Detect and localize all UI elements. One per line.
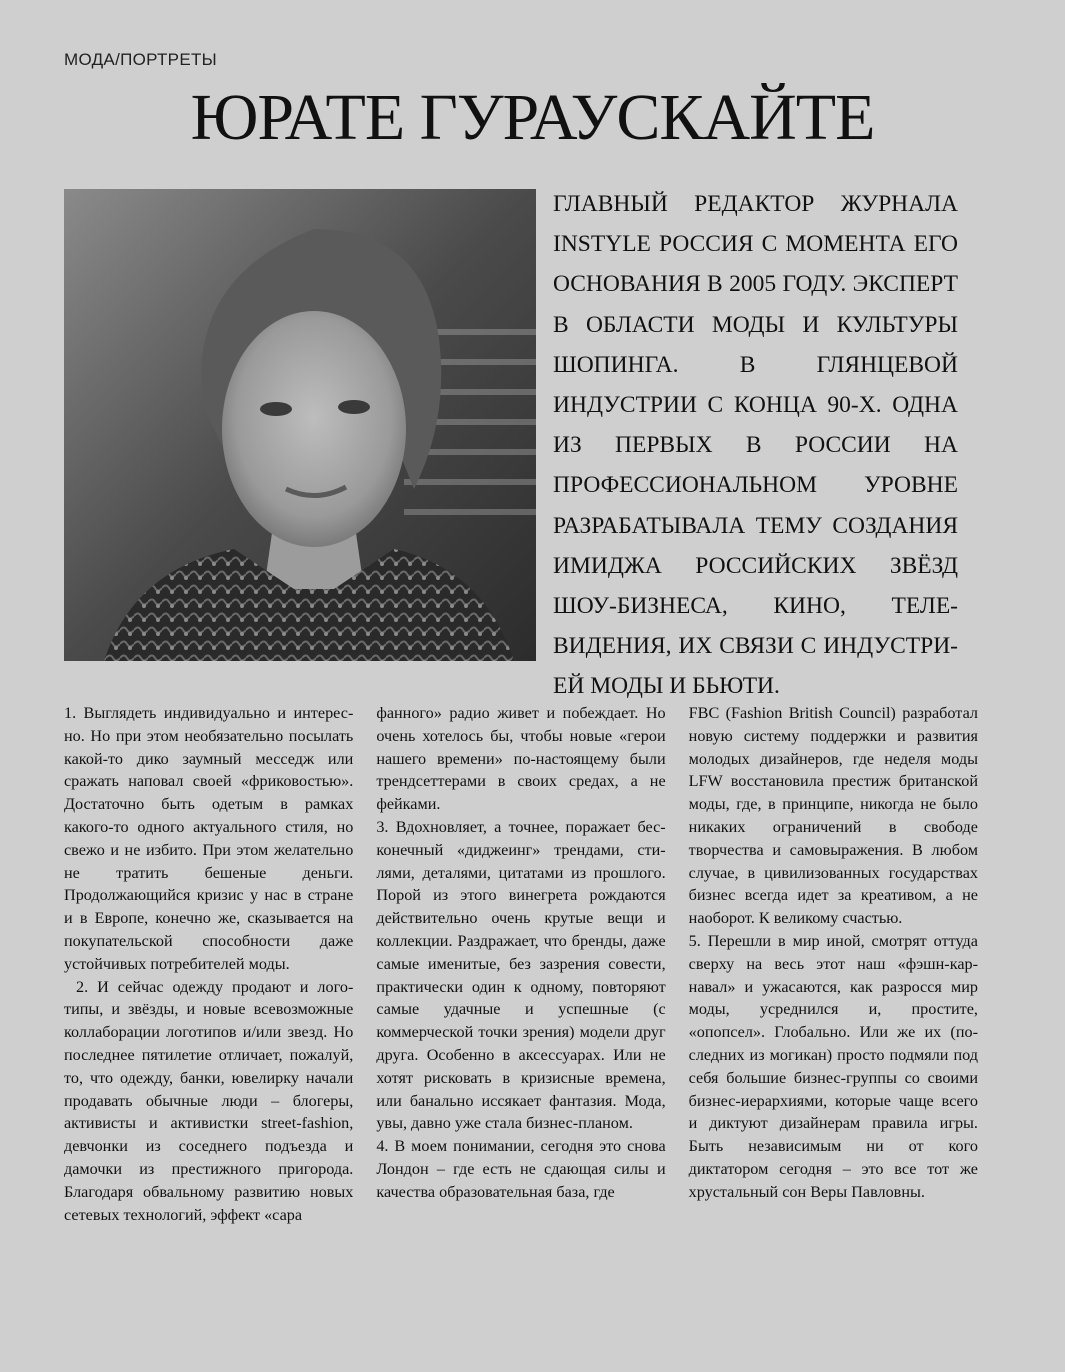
portrait-image [64,189,536,661]
paragraph-answer-1: 1. Выглядеть индивидуально и интересно. Но при этом необязательно посылать какой-то дико заумный месседж или сражать наповал своей «фриковостью». Достаточно быть одетым в рамках какого-то одного актуального стиля, но свежо и не избито. При этом желательно не тратить бешеные деньги. Продолжающийся кризис у нас в стране и в Европе, конечно же, сказывается на покупательской способности даже устойчивых потребителей моды. [64,704,354,973]
body-column-2 [376,702,665,1232]
paragraph-answer-4-cont: FBC (Fashion British Council) разработал новую систему поддержки и развития молодых дизайнеров, где неделя моды LFW восстановила престиж британской моды, где, в принципе, никогда не было никаких ограничений в свободе творчества и самовыражения. В любом случае, в цивилизованных государствах бизнес всегда идет за креативом, а не наоборот. К великому счастью. [688,704,978,928]
body-columns [64,702,978,1232]
section-label: МОДА/ПОРТРЕТЫ [64,50,217,69]
paragraph-answer-5: 5. Перешли в мир иной, смотрят оттуда сверху на весь этот наш «фэшн-карнавал» и ужасаются, как разросся мир моды, усреднился и, простите, «опопсел». Глобально. Или же их (последних из могикан) просто подмяли под себя большие бизнес-группы со своими бизнес-иерархиями, которые чаще всего и диктуют дизайнерам правила игры. Быть независимым ни от кого диктатором сегодня – это все тот же хрустальный сон Веры Павловны. [688,931,978,1201]
body-column-3 [689,702,978,1232]
paragraph-answer-4: 4. В моем понимании, сегодня это снова Лондон – где есть не сдающая силы и качества образовательная база, где [376,1137,666,1201]
body-column-1 [64,702,353,1232]
lead-paragraph: ГЛАВНЫЙ РЕДАКТОР ЖУРНАЛА INSTYLE РОССИЯ С МОМЕНТА ЕГО ОСНОВАНИЯ В 2005 ГОДУ. ЭКСПЕРТ В ОБЛАСТИ МОДЫ И КУЛЬТУРЫ ШОПИНГА. В ГЛЯНЦЕВОЙ ИНДУСТРИИ С КОНЦА 90-Х. ОДНА ИЗ ПЕРВЫХ В РОССИИ НА ПРОФЕССИОНАЛЬНОМ УРОВНЕ РАЗРАБАТЫВАЛА ТЕМУ СОЗДАНИЯ ИМИДЖА РОССИЙСКИХ ЗВЁЗД ШОУ-БИЗНЕСА, КИНО, ТЕЛЕВИДЕНИЯ, ИХ СВЯЗИ С ИНДУСТРИЕЙ МОДЫ И БЬЮТИ. [553,191,958,700]
paragraph-answer-2: 2. И сейчас одежду продают и логотипы, и звёзды, и новые всевозможные коллаборации логотипов и/или звезд. Но последнее пятилетие отличает, пожалуй, то, что одежду, банки, ювелирку начали продавать обычные люди – блогеры, активисты и активистки street-fashion, девчонки из соседнего подъезда и дамочки из престижного пригорода. Благодаря обвальному развитию новых сетевых технологий, эффект «сара [64,977,354,1224]
page-title: ЮРАТЕ ГУРАУСКАЙТЕ [190,81,875,154]
paragraph-answer-3: 3. Вдохновляет, а точнее, поражает бесконечный «диджеинг» трендами, стилями, деталями, цитатами из прошлого. Порой из этого винегрета рождаются действительно очень крутые вещи и коллекции. Раздражает, что бренды, даже самые именитые, без зазрения совести, практически один к одному, повторяют самые удачные и успешные (с коммерческой точки зрения) модели друг друга. Особенно в аксессуарах. Или не хотят рисковать в кризисные времена, или банально иссякает фантазия. Мода, увы, давно уже стала бизнес-планом. [376,817,666,1133]
portrait-photo [64,189,536,661]
paragraph-answer-2-cont: фанного» радио живет и побеждает. Но очень хотелось бы, чтобы новые «герои нашего времени» по-настоящему были трендсеттерами в своих средах, а не фейками. [376,704,666,814]
